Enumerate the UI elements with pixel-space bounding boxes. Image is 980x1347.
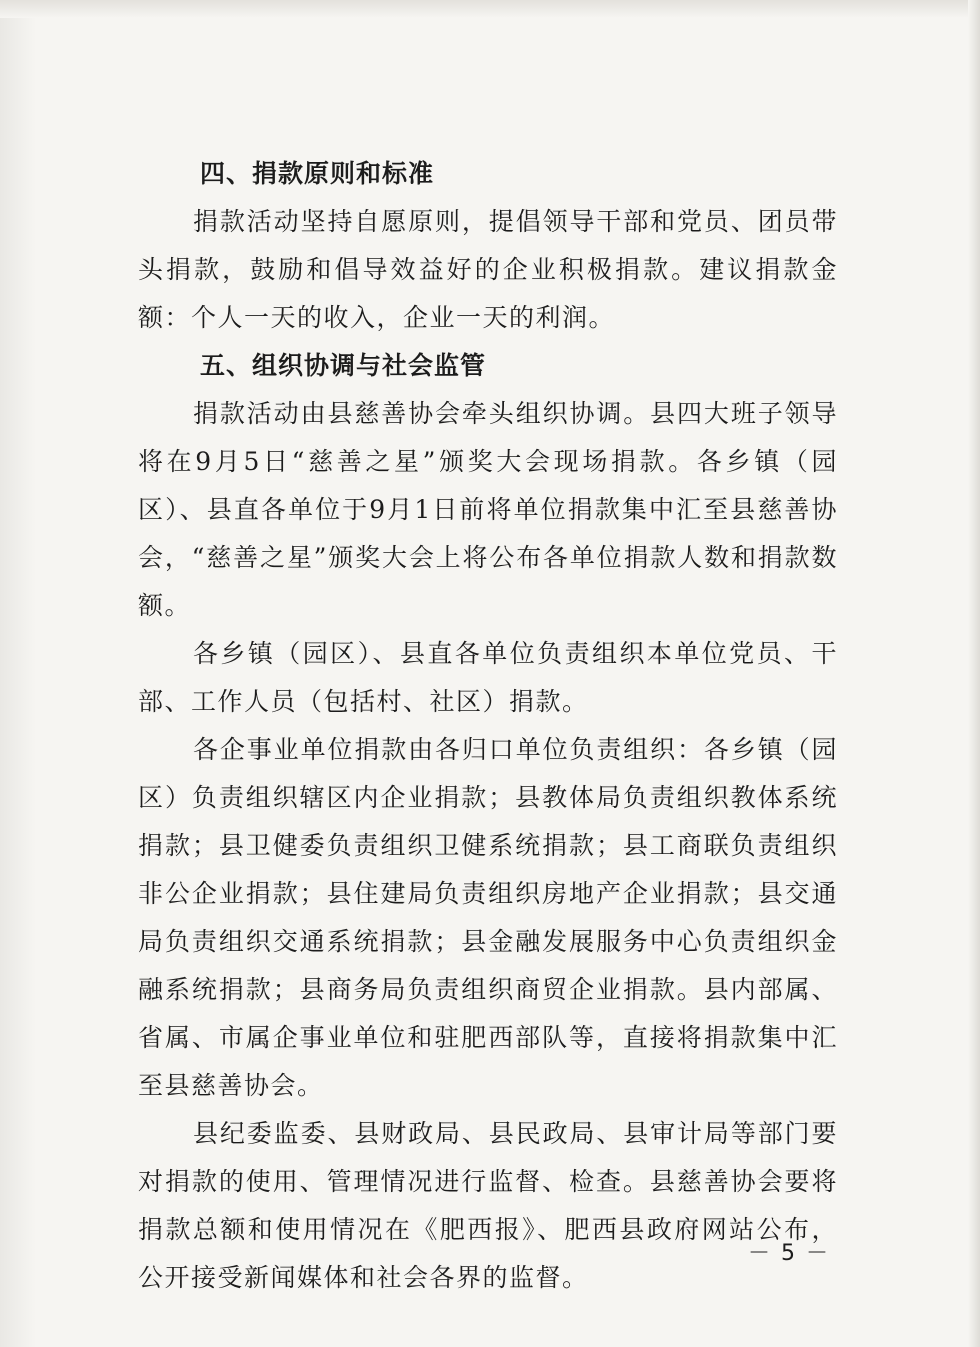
scan-edge bbox=[0, 0, 980, 18]
scan-edge bbox=[968, 0, 980, 1347]
body-paragraph: 各企事业单位捐款由各归口单位负责组织：各乡镇（园区）负责组织辖区内企业捐款；县教体局负责组织教体系统捐款；县卫健委负责组织卫健系统捐款；县工商联负责组织非公企业捐款；县住建局负责组织房地产企业捐款；县交通局负责组织交通系统捐款；县金融发展服务中心负责组织金融系统捐款；县商务局负责组织商贸企业捐款。县内部属、省属、市属企事业单位和驻肥西部队等，直接将捐款集中汇至县慈善协会。 bbox=[138, 735, 838, 1100]
body-paragraph: 捐款活动坚持自愿原则，提倡领导干部和党员、团员带头捐款，鼓励和倡导效益好的企业积极捐款。建议捐款金额：个人一天的收入，企业一天的利润。 bbox=[138, 207, 838, 332]
page-number: － 5 － bbox=[748, 1241, 830, 1266]
section-heading: 五、组织协调与社会监管 bbox=[200, 351, 487, 380]
body-paragraph: 各乡镇（园区）、县直各单位负责组织本单位党员、干部、工作人员（包括村、社区）捐款。 bbox=[138, 639, 838, 716]
document-body bbox=[138, 150, 838, 1302]
body-paragraph: 县纪委监委、县财政局、县民政局、县审计局等部门要对捐款的使用、管理情况进行监督、检查。县慈善协会要将捐款总额和使用情况在《肥西报》、肥西县政府网站公布，公开接受新闻媒体和社会各界的监督。 bbox=[138, 1119, 838, 1292]
scan-edge bbox=[0, 0, 36, 1347]
section-heading: 四、捐款原则和标准 bbox=[200, 159, 435, 188]
body-paragraph: 捐款活动由县慈善协会牵头组织协调。县四大班子领导将在9月5日“慈善之星”颁奖大会现场捐款。各乡镇（园区）、县直各单位于9月1日前将单位捐款集中汇至县慈善协会，“慈善之星”颁奖大会上将公布各单位捐款人数和捐款数额。 bbox=[138, 399, 838, 620]
